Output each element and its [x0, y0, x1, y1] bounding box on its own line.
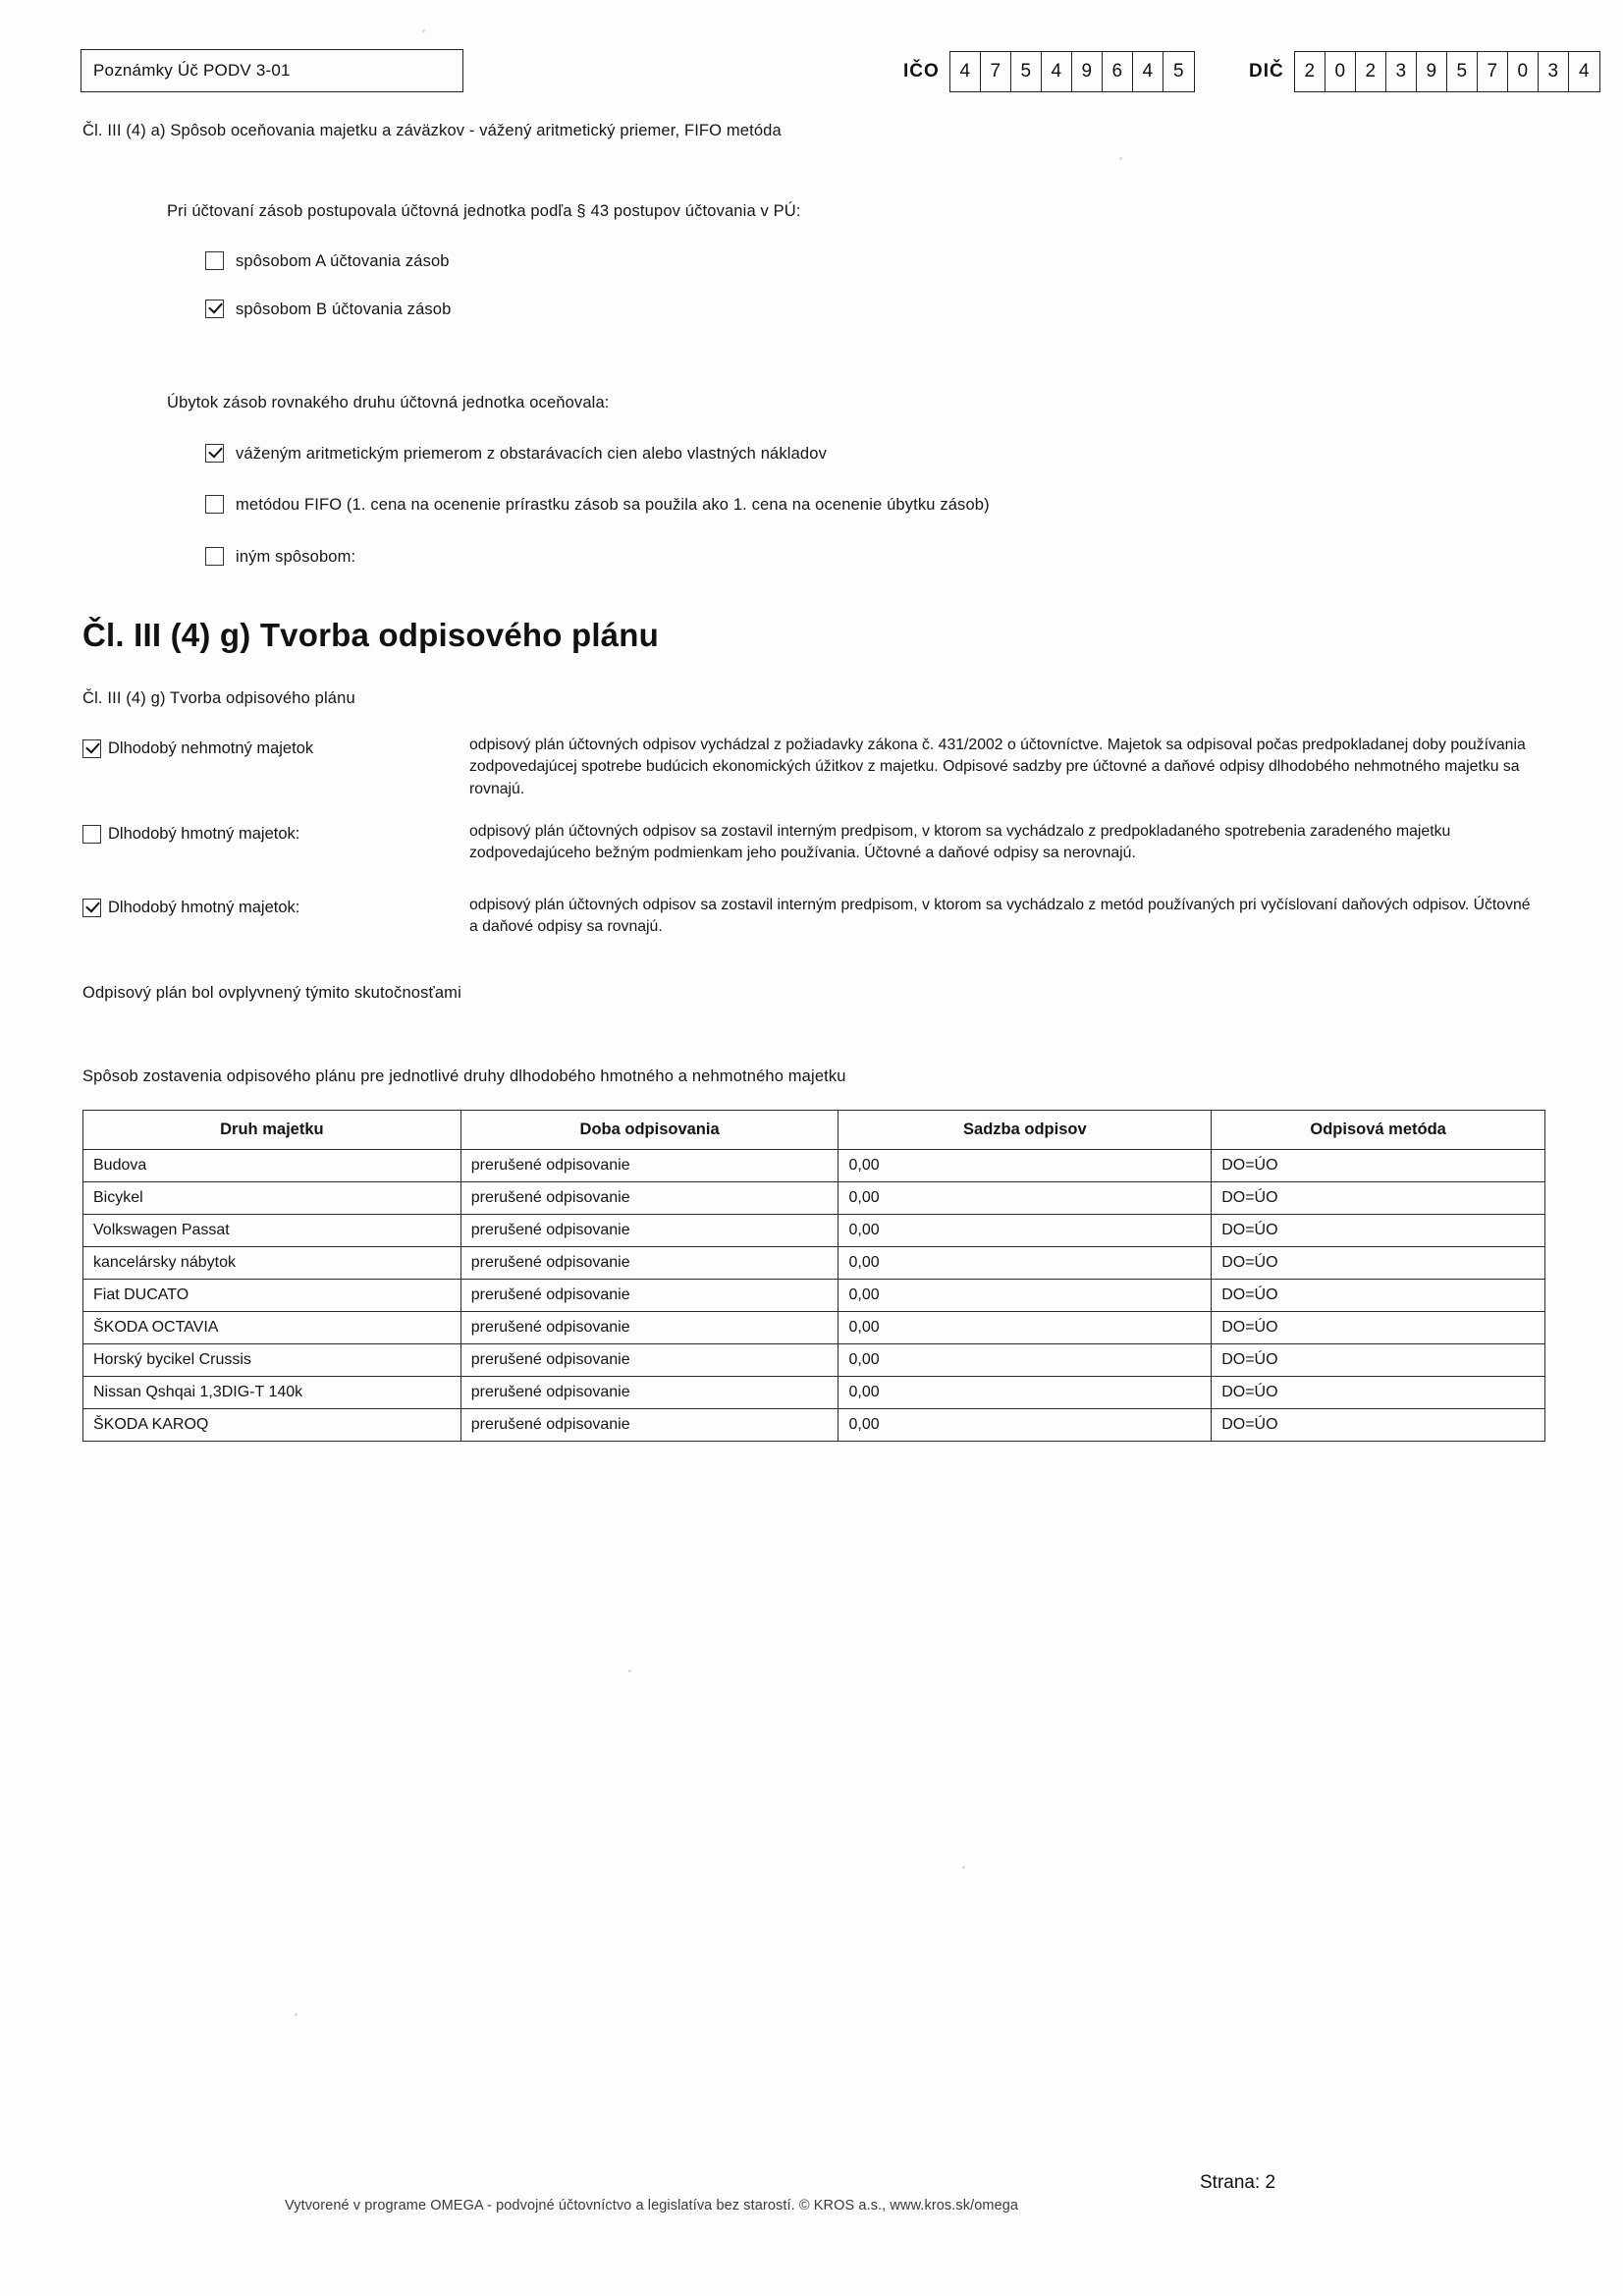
- cell-asset-type: Horský bycikel Crussis: [83, 1344, 461, 1377]
- cell-period: prerušené odpisovanie: [460, 1182, 839, 1215]
- cell-rate: 0,00: [839, 1312, 1212, 1344]
- cell-rate: 0,00: [839, 1409, 1212, 1442]
- scan-speckle: [1119, 157, 1122, 160]
- ico-digit-2: 5: [1011, 52, 1042, 91]
- col-header-method: Odpisová metóda: [1212, 1111, 1545, 1150]
- scan-speckle: [628, 1669, 631, 1672]
- page-number: Strana: 2: [1200, 2172, 1276, 2193]
- col-header-rate: Sadzba odpisov: [839, 1111, 1212, 1150]
- ico-digit-3: 4: [1042, 52, 1072, 91]
- checkbox-intangible-assets[interactable]: [82, 739, 101, 758]
- dic-digit-4: 9: [1417, 52, 1447, 91]
- dic-digit-3: 3: [1386, 52, 1417, 91]
- checkbox-method-a-label: spôsobom A účtovania zásob: [236, 252, 450, 270]
- checkbox-other-method-label: iným spôsobom:: [236, 548, 356, 566]
- cell-method: DO=ÚO: [1212, 1182, 1545, 1215]
- text-intangible-assets: odpisový plán účtovných odpisov vychádzal z požiadavky zákona č. 431/2002 o účtovníctve. Majetok sa odpisoval počas predpokladanej doby používania zodpovedajúcej spotrebe budúcich ekonomických úžitkov z majetku. Odpisové sadzby pre účtovné a daňové odpisy dlhodobého nehmotného majetku sa rovnajú.: [469, 737, 1526, 797]
- scan-speckle: [295, 2013, 298, 2016]
- table-row: [83, 1280, 1545, 1312]
- checkbox-tangible-assets-2[interactable]: [82, 899, 101, 917]
- cell-method: DO=ÚO: [1212, 1247, 1545, 1280]
- cell-method: DO=ÚO: [1212, 1377, 1545, 1409]
- cell-period: prerušené odpisovanie: [460, 1377, 839, 1409]
- dic-digit-6: 7: [1478, 52, 1508, 91]
- cell-rate: 0,00: [839, 1150, 1212, 1182]
- ico-digit-1: 7: [981, 52, 1011, 91]
- table-row: [83, 1150, 1545, 1182]
- cell-method: DO=ÚO: [1212, 1215, 1545, 1247]
- cell-method: DO=ÚO: [1212, 1280, 1545, 1312]
- dic-label: DIČ: [1249, 61, 1284, 82]
- cell-period: prerušené odpisovanie: [460, 1215, 839, 1247]
- dic-digit-boxes: [1294, 51, 1600, 92]
- scan-speckle: [422, 29, 425, 32]
- cell-asset-type: Bicykel: [83, 1182, 461, 1215]
- text-tangible-assets-1: odpisový plán účtovných odpisov sa zostavil interným predpisom, v ktorom sa vychádzalo z predpokladaného spotrebenia zaradeného majetku zodpovedajúceho bežným podmienkam jeho používania. Účtovné a daňové odpisy sa nerovnajú.: [469, 823, 1451, 862]
- text-tangible-assets-2: odpisový plán účtovných odpisov sa zostavil interným predpisom, v ktorom sa vychádzalo z metód používaných pri vyčíslovaní daňových odpisov. Účtovné a daňové odpisy sa rovnajú.: [469, 897, 1531, 936]
- table-row: [83, 1182, 1545, 1215]
- cell-method: DO=ÚO: [1212, 1312, 1545, 1344]
- ico-digit-7: 5: [1172, 61, 1184, 82]
- cell-period: prerušené odpisovanie: [460, 1409, 839, 1442]
- cell-period: prerušené odpisovanie: [460, 1344, 839, 1377]
- scan-speckle: [962, 1866, 965, 1869]
- dic-digit-0: 2: [1295, 52, 1325, 91]
- checkbox-method-b[interactable]: [205, 300, 224, 318]
- checkbox-tangible-assets-1[interactable]: [82, 825, 101, 844]
- cell-asset-type: kancelársky nábytok: [83, 1247, 461, 1280]
- col-header-period: Doba odpisovania: [460, 1111, 839, 1150]
- ico-digit-0: 4: [950, 52, 981, 91]
- cell-asset-type: Fiat DUCATO: [83, 1280, 461, 1312]
- cell-asset-type: Volkswagen Passat: [83, 1215, 461, 1247]
- cell-rate: 0,00: [839, 1344, 1212, 1377]
- ico-group: [903, 51, 1195, 92]
- cell-rate: 0,00: [839, 1247, 1212, 1280]
- checkbox-weighted-average[interactable]: [205, 444, 224, 463]
- cell-rate: 0,00: [839, 1377, 1212, 1409]
- article-a-intro2: Úbytok zásob rovnakého druhu účtovná jednotka oceňovala:: [167, 394, 610, 411]
- cell-method: DO=ÚO: [1212, 1150, 1545, 1182]
- dic-digit-5: 5: [1447, 52, 1478, 91]
- cell-asset-type: Nissan Qshqai 1,3DIG-T 140k: [83, 1377, 461, 1409]
- checkbox-other-method[interactable]: [205, 547, 224, 566]
- cell-rate: 0,00: [839, 1182, 1212, 1215]
- cell-period: prerušené odpisovanie: [460, 1150, 839, 1182]
- article-g-subtitle: Čl. III (4) g) Tvorba odpisového plánu: [82, 689, 355, 707]
- cell-period: prerušené odpisovanie: [460, 1312, 839, 1344]
- table-row: [83, 1312, 1545, 1344]
- section-heading-article-g: Čl. III (4) g) Tvorba odpisového plánu: [82, 617, 659, 653]
- article-a-title: Čl. III (4) a) Spôsob oceňovania majetku a záväzkov - vážený aritmetický priemer, FIFO metóda: [82, 122, 782, 139]
- dic-digit-2: 2: [1356, 52, 1386, 91]
- article-a-intro: Pri účtovaní zásob postupovala účtovná jednotka podľa § 43 postupov účtovania v PÚ:: [167, 202, 801, 220]
- cell-method: DO=ÚO: [1212, 1344, 1545, 1377]
- cell-period: prerušené odpisovanie: [460, 1280, 839, 1312]
- table-row: [83, 1409, 1545, 1442]
- checkbox-method-b-label: spôsobom B účtovania zásob: [236, 301, 452, 318]
- depreciation-table: [82, 1110, 1545, 1442]
- dic-digit-8: 3: [1539, 52, 1569, 91]
- ico-digit-4: 9: [1072, 52, 1103, 91]
- ico-label: IČO: [903, 61, 940, 82]
- cell-rate: 0,00: [839, 1215, 1212, 1247]
- dic-group: [1249, 51, 1600, 92]
- cell-asset-type: ŠKODA OCTAVIA: [83, 1312, 461, 1344]
- label-tangible-assets-2: Dlhodobý hmotný majetok:: [108, 899, 300, 916]
- table-row: [83, 1247, 1545, 1280]
- influence-note: Odpisový plán bol ovplyvnený týmito skutočnosťami: [82, 984, 461, 1002]
- ico-digit-boxes: [949, 51, 1195, 92]
- table-row: [83, 1377, 1545, 1409]
- table-caption: Spôsob zostavenia odpisového plánu pre jednotlivé druhy dlhodobého hmotného a nehmotného majetku: [82, 1067, 846, 1085]
- cell-period: prerušené odpisovanie: [460, 1247, 839, 1280]
- ico-digit-6: 4: [1133, 52, 1163, 91]
- dic-digit-1: 0: [1325, 52, 1356, 91]
- form-code-label: Poznámky Úč PODV 3-01: [93, 61, 291, 80]
- checkbox-method-a[interactable]: [205, 251, 224, 270]
- label-tangible-assets-1: Dlhodobý hmotný majetok:: [108, 825, 300, 843]
- table-header-row: [83, 1111, 1545, 1150]
- cell-rate: 0,00: [839, 1280, 1212, 1312]
- footer-note: Vytvorené v programe OMEGA - podvojné účtovníctvo a legislatíva bez starostí. © KROS a.s., www.kros.sk/omega: [285, 2198, 1019, 2214]
- dic-digit-9: 4: [1578, 61, 1590, 82]
- checkbox-fifo-label: metódou FIFO (1. cena na ocenenie prírastku zásob sa použila ako 1. cena na ocenenie úbytku zásob): [236, 496, 990, 514]
- checkbox-weighted-average-label: váženým aritmetickým priemerom z obstarávacích cien alebo vlastných nákladov: [236, 445, 827, 463]
- dic-digit-7: 0: [1508, 52, 1539, 91]
- table-row: [83, 1215, 1545, 1247]
- label-intangible-assets: Dlhodobý nehmotný majetok: [108, 739, 314, 757]
- cell-method: DO=ÚO: [1212, 1409, 1545, 1442]
- col-header-asset-type: Druh majetku: [83, 1111, 461, 1150]
- checkbox-fifo[interactable]: [205, 495, 224, 514]
- cell-asset-type: Budova: [83, 1150, 461, 1182]
- cell-asset-type: ŠKODA KAROQ: [83, 1409, 461, 1442]
- table-row: [83, 1344, 1545, 1377]
- ico-digit-5: 6: [1103, 52, 1133, 91]
